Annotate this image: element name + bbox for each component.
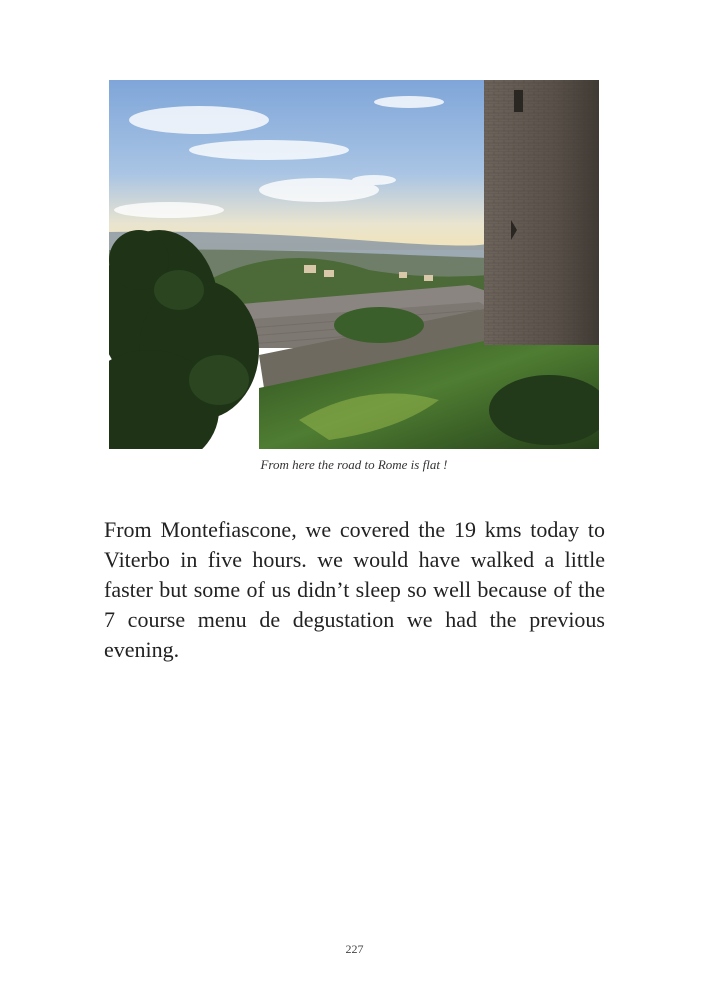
body-paragraph: From Montefiascone, we covered the 19 kms today to Viterbo in five hours. we would have walked a little faster but some of us didn’t sleep so well because of the 7 course menu de degustation we had the previous evening. — [104, 517, 605, 662]
photo-illustration — [109, 80, 599, 449]
landscape-photo — [109, 80, 599, 449]
page-number: 227 — [345, 942, 364, 956]
photo-caption: From here the road to Rome is flat ! — [260, 457, 448, 472]
